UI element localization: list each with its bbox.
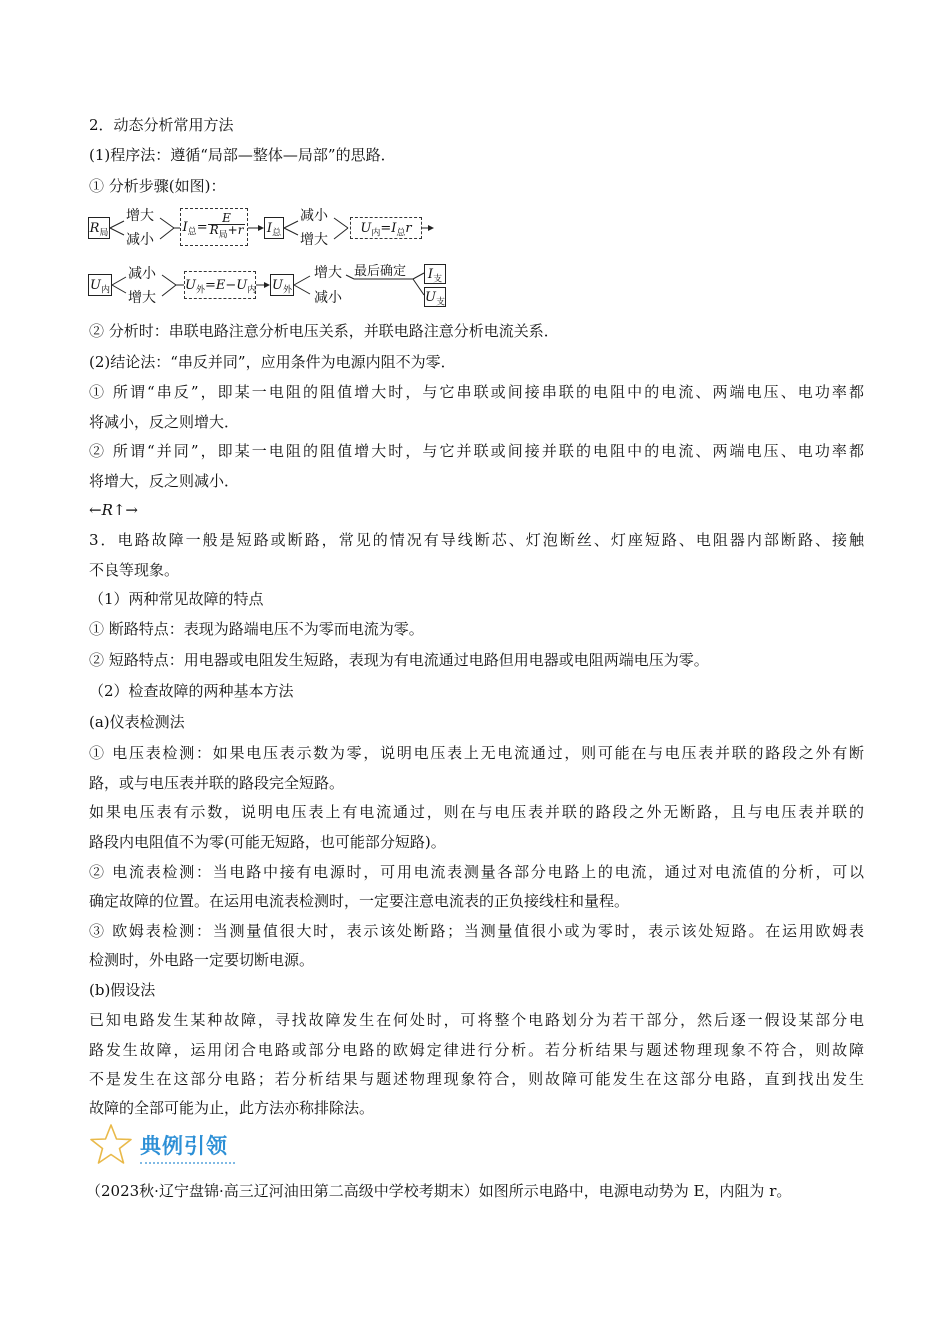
decrease-label: 减小 <box>300 208 328 224</box>
paragraph: 如果电压表有示数，说明电压表上有电流通过，则在与电压表并联的路段之外无断路，且与电压表并联的 <box>89 803 864 821</box>
paragraph: ① 所谓“串反”，即某一电阻的阻值增大时，与它串联或间接串联的电阻中的电流、两端电压、电功率都 <box>89 383 864 401</box>
arrow-note: ←R↑→ <box>89 501 138 519</box>
decrease-label: 减小 <box>128 266 156 282</box>
paragraph: 检测时，外电路一定要切断电源。 <box>89 951 315 969</box>
sub-heading: （1）两种常见故障的特点 <box>89 590 264 608</box>
flow-diagram-row-2 <box>88 263 458 309</box>
paragraph: 不是发生在这部分电路；若分析结果与题述物理现象符合，则故障可能发生在这部分电路，直到找出发生 <box>89 1070 864 1088</box>
total-current-formula-box: $I_总=$ $\frac{E}{R_局+r}$ <box>180 208 248 246</box>
r-local-box: $R_局$ <box>88 217 110 239</box>
paragraph: ① 分析步骤(如图)： <box>89 177 226 195</box>
example-title: 典例引领 <box>140 1134 228 1158</box>
paragraph: 路段内电阻值不为零(可能无短路，也可能部分短路)。 <box>89 833 446 851</box>
section-heading-3: 3．电路故障一般是短路或断路，常见的情况有导线断芯、灯泡断丝、灯座短路、电阻器内部断路、接触 <box>89 531 864 549</box>
branch-voltage-box: $U_支$ <box>424 287 446 307</box>
paragraph: ② 短路特点：用电器或电阻发生短路，表现为有电流通过电路但用电器或电阻两端电压为零。 <box>89 651 709 669</box>
paragraph: 路发生故障，运用闭合电路或部分电路的欧姆定律进行分析。若分析结果与题述物理现象不符合，则故障 <box>89 1041 864 1059</box>
paragraph: 将增大，反之则减小． <box>89 472 240 490</box>
sub-heading: (b)假设法 <box>89 981 156 999</box>
paragraph: ② 分析时：串联电路注意分析电压关系，并联电路注意分析电流关系． <box>89 322 559 340</box>
paragraph: ② 电流表检测：当电路中接有电源时，可用电流表测量各部分电路上的电流，通过对电流值的分析，可以 <box>89 863 864 881</box>
example-question: （2023秋·辽宁盘锦·高三辽河油田第二高级中学校考期末）如图所示电路中，电源电动势为 E，内阻为 r。 <box>86 1182 792 1200</box>
decrease-label: 减小 <box>126 232 154 248</box>
example-header <box>88 1122 288 1168</box>
flow-diagram-row-1 <box>88 205 458 249</box>
increase-label: 增大 <box>314 265 342 281</box>
paragraph: 确定故障的位置。在运用电流表检测时，一定要注意电流表的正负接线柱和量程。 <box>89 892 630 910</box>
paragraph: 路，或与电压表并联的路段完全短路。 <box>89 774 345 792</box>
paragraph: (1)程序法：遵循“局部—整体—局部”的思路． <box>89 146 396 164</box>
paragraph: 故障的全部可能为止，此方法亦称排除法。 <box>89 1099 375 1117</box>
paragraph: 将减小，反之则增大． <box>89 413 240 431</box>
section-heading-2: 2．动态分析常用方法 <box>89 116 234 134</box>
paragraph: ③ 欧姆表检测：当测量值很大时，表示该处断路；当测量值很小或为零时，表示该处短路。在运用欧姆表 <box>89 922 864 940</box>
paragraph: ① 断路特点：表现为路端电压不为零而电流为零。 <box>89 620 424 638</box>
final-determine-label: 最后确定 <box>354 264 407 279</box>
external-voltage-formula-box: $U_外=E-U_内$ <box>184 271 256 299</box>
paragraph: (2)结论法：“串反并同”，应用条件为电源内阻不为零． <box>89 353 456 371</box>
decrease-label: 减小 <box>314 290 342 306</box>
example-title-underline <box>140 1162 235 1164</box>
branch-current-box: $I_支$ <box>424 264 446 284</box>
internal-voltage-formula-box: $U_内=I_总r$ <box>350 217 422 239</box>
sub-heading: （2）检查故障的两种基本方法 <box>89 682 294 700</box>
paragraph: 已知电路发生某种故障，寻找故障发生在何处时，可将整个电路划分为若干部分，然后逐一假设某部分电 <box>89 1011 864 1029</box>
paragraph: ② 所谓“并同”，即某一电阻的阻值增大时，与它并联或间接并联的电阻中的电流、两端电压、电功率都 <box>89 442 864 460</box>
increase-label: 增大 <box>126 208 154 224</box>
sub-heading: (a)仪表检测法 <box>89 713 185 731</box>
star-outline-icon <box>88 1122 134 1168</box>
increase-label: 增大 <box>128 290 156 306</box>
external-voltage-box: $U_外$ <box>270 274 294 296</box>
internal-voltage-box: $U_内$ <box>88 274 112 296</box>
paragraph: 不良等现象。 <box>89 561 180 579</box>
paragraph: ① 电压表检测：如果电压表示数为零，说明电压表上无电流通过，则可能在与电压表并联的路段之外有断 <box>89 744 864 762</box>
increase-label: 增大 <box>300 232 328 248</box>
total-current-box: $I_总$ <box>264 217 284 239</box>
